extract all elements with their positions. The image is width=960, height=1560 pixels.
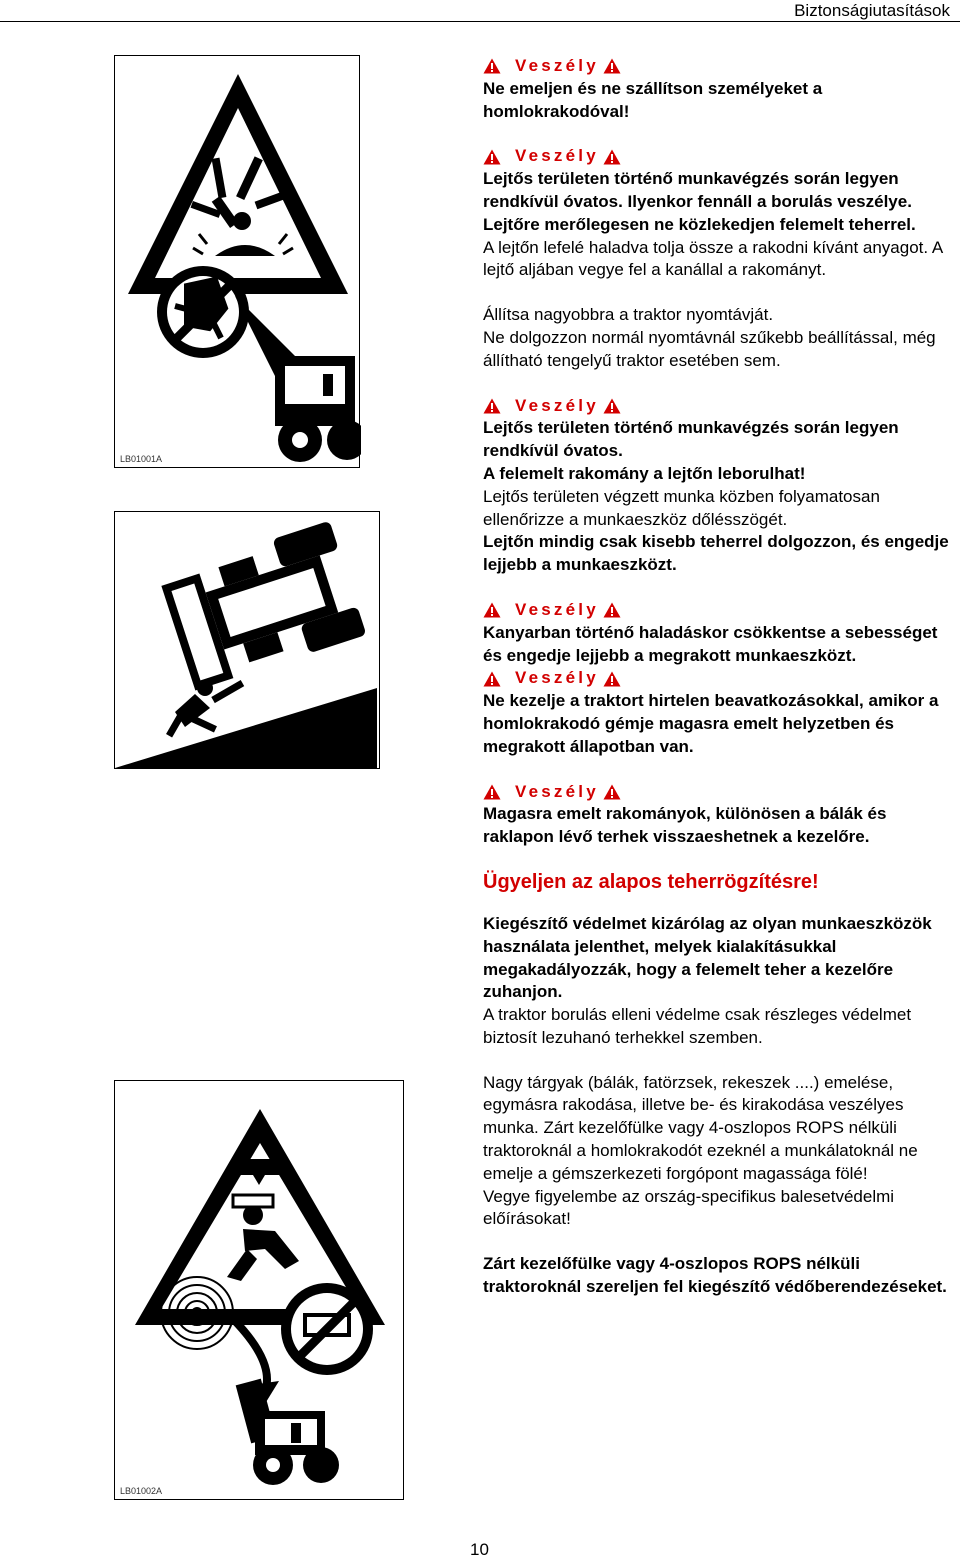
danger-heading — [483, 55, 955, 78]
figure-tractor-overturn — [114, 511, 380, 769]
falling-person-and-no-riding-on-loader-icon — [115, 56, 361, 469]
header-title: Biztonságiutasítások — [794, 1, 950, 20]
warning-icon — [603, 671, 621, 687]
warning-text: Lejtős területen történő munkavégzés során legyen rendkívül óvatos. Ilyenkor fennáll a borulás veszélye. Lejtőre merőlegesen ne közlekedjen felemelt teherrel. — [483, 169, 916, 234]
warning-icon — [483, 671, 501, 687]
header-rule — [0, 21, 960, 22]
warning-block — [483, 395, 955, 577]
warning-text: Ne emeljen és ne szállítson személyeket a homlokrakodóval! — [483, 78, 823, 121]
paragraph: A traktor borulás elleni védelme csak részleges védelmet biztosít lezuhanó terhekkel szemben. — [483, 1005, 912, 1047]
warning-text: Magasra emelt rakományok, különösen a bálák és raklapon lévő terhek visszaeshetnek a kezelőre. — [483, 804, 887, 847]
danger-heading — [483, 145, 955, 168]
warning-block — [483, 599, 955, 667]
tractor-overturn-on-slope-icon — [115, 512, 381, 770]
falling-load-hazard-icon — [115, 1081, 405, 1501]
danger-label: Veszély — [515, 668, 599, 688]
danger-heading — [483, 599, 955, 622]
paragraph: Állítsa nagyobbra a traktor nyomtávját. — [483, 305, 774, 325]
text-column — [483, 55, 955, 1299]
danger-label: Veszély — [515, 146, 599, 166]
page-number: 10 — [470, 1540, 489, 1559]
paragraph: Kiegészítő védelmet kizárólag az olyan munkaeszközök használata jelenthet, melyek kialakításukkal megakadályozzák, hogy a felemelt teher a kezelőre zuhanjon. — [483, 913, 932, 1002]
paragraph: Zárt kezelőfülke vagy 4-oszlopos ROPS nélküli traktoroknál szereljen fel kiegészítő védőberendezéseket. — [483, 1254, 947, 1297]
warning-text: A felemelt rakomány a lejtőn leborulhat! — [483, 463, 806, 483]
paragraph: Ne dolgozzon normál nyomtávnál szűkebb beállítással, még állítható tengelyű traktor esetében sem. — [483, 327, 936, 370]
warning-icon — [483, 398, 501, 414]
paragraph: Vegye figyelembe az ország-specifikus balesetvédelmi előírásokat! — [483, 1186, 895, 1229]
warning-block — [483, 145, 955, 282]
danger-label: Veszély — [515, 599, 599, 619]
warning-text: Ne kezelje a traktort hirtelen beavatkozásokkal, amikor a homlokrakodó gémje magasra emelt helyzetben és megrakott állapotban van. — [483, 691, 939, 756]
figure-code: LB01002A — [120, 1486, 163, 1496]
figure-falling-person — [114, 55, 360, 468]
danger-heading — [483, 395, 955, 418]
warning-icon — [603, 58, 621, 74]
warning-icon — [603, 398, 621, 414]
warning-text: Lejtőn mindig csak kisebb teherrel dolgozzon, és engedje lejjebb a munkaeszközt. — [483, 532, 949, 575]
danger-heading — [483, 781, 955, 804]
warning-text: Lejtős területen történő munkavégzés során legyen rendkívül óvatos. — [483, 418, 899, 461]
danger-heading — [483, 667, 955, 690]
danger-label: Veszély — [515, 56, 599, 75]
figure-falling-load — [114, 1080, 404, 1500]
warning-text: Kanyarban történő haladáskor csökkentse a sebességet és engedje lejjebb a megrakott munkaeszközt. — [483, 622, 938, 665]
notice-heading: Ügyeljen az alapos teherrögzítésre! — [483, 870, 819, 893]
warning-icon — [603, 784, 621, 800]
warning-block — [483, 667, 955, 758]
paragraph: A lejtőn lefelé haladva tolja össze a rakodni kívánt anyagot. A lejtő aljában vegye fel a kanállal a rakományt. — [483, 237, 943, 280]
warning-icon — [483, 784, 501, 800]
warning-icon — [483, 58, 501, 74]
figure-code: LB01001A — [120, 454, 163, 464]
paragraph: Nagy tárgyak (bálák, fatörzsek, rekeszek ....) emelése, egymásra rakodása, illetve be- és kirakodása veszélyes munka. Zárt kezelőfülke vagy 4-oszlopos ROPS nélküli traktoroknál a homlokrakodót ezeknél a munkálatoknál ne emelje a gémszerkezeti forgópont magassága fölé! — [483, 1072, 918, 1183]
warning-icon — [483, 149, 501, 165]
danger-label: Veszély — [515, 781, 599, 801]
warning-icon — [483, 602, 501, 618]
paragraph: Lejtős területen végzett munka közben folyamatosan ellenőrizze a munkaeszköz dőlésszögét. — [483, 486, 880, 529]
warning-icon — [603, 602, 621, 618]
warning-icon — [603, 149, 621, 165]
page-header — [0, 0, 960, 24]
warning-block — [483, 781, 955, 849]
danger-label: Veszély — [515, 395, 599, 415]
warning-block — [483, 55, 955, 123]
